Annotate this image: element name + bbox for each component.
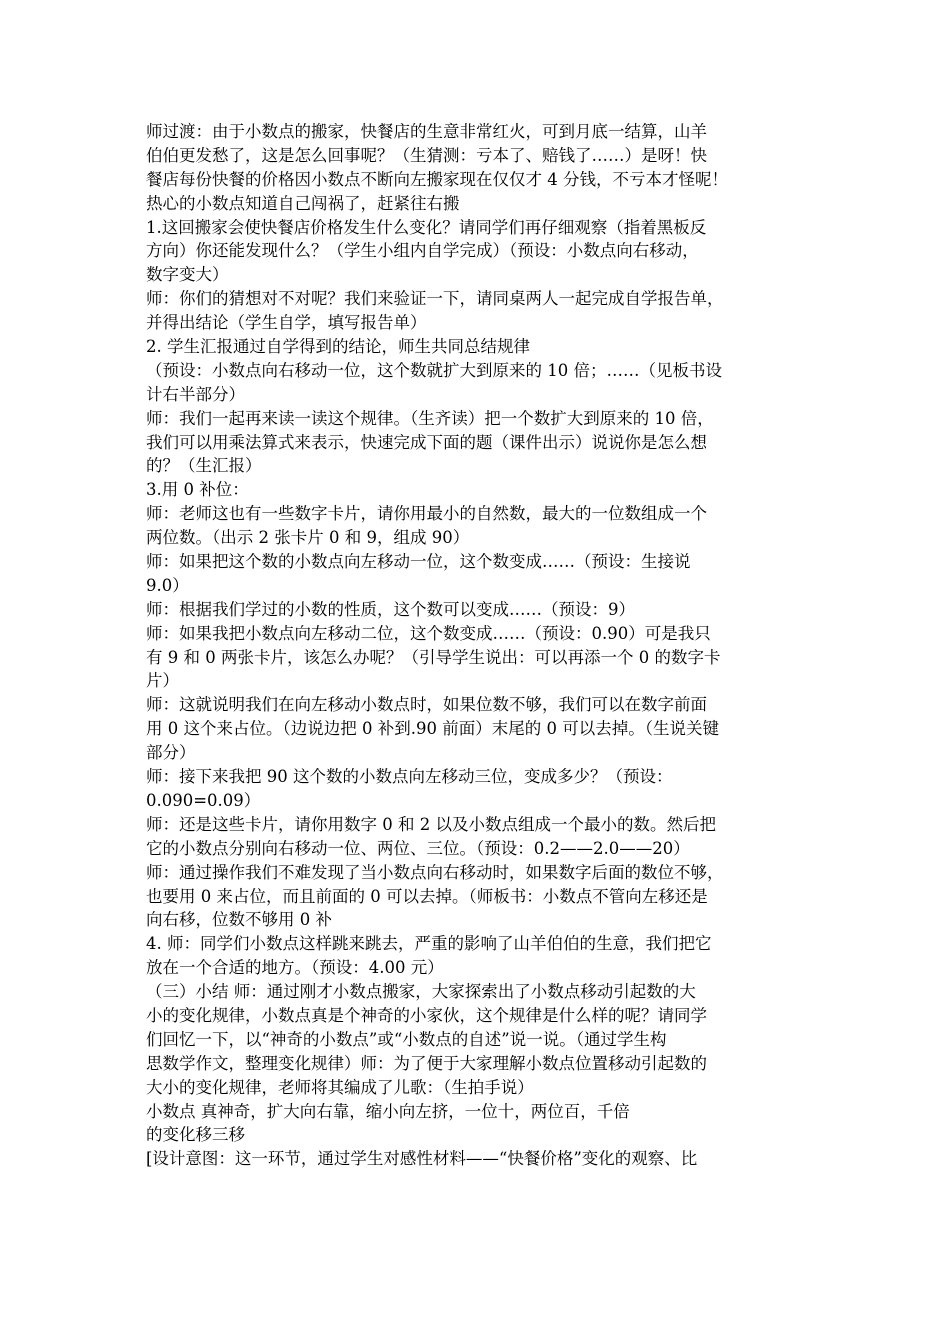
text-line: （预设：小数点向右移动一位，这个数就扩大到原来的 10 倍；……（见板书设 (146, 360, 722, 380)
text-line: 部分） (146, 743, 196, 763)
text-line: 师：还是这些卡片，请你用数字 0 和 2 以及小数点组成一个最小的数。然后把 (146, 814, 716, 834)
text-line: 我们可以用乘法算式来表示，快速完成下面的题（课件出示）说说你是怎么想 (146, 432, 707, 452)
text-line: [设计意图：这一环节，通过学生对感性材料——“快餐价格”变化的观察、比 (146, 1149, 698, 1169)
text-line: 师：根据我们学过的小数的性质，这个数可以变成……（预设：9） (146, 599, 635, 619)
text-line: 片） (146, 671, 179, 691)
document-body (146, 120, 816, 1171)
text-line: 餐店每份快餐的价格因小数点不断向左搬家现在仅仅才 4 分钱，不亏本才怪呢！ (146, 169, 728, 189)
text-line: 它的小数点分别向右移动一位、两位、三位。（预设：0.2——2.0——20） (146, 838, 690, 858)
text-line: 也要用 0 来占位，而且前面的 0 可以去掉。（师板书：小数点不管向左移还是 (146, 886, 708, 906)
text-line: 方向）你还能发现什么？（学生小组内自学完成）（预设：小数点向右移动， (146, 241, 699, 261)
text-line: 4. 师：同学们小数点这样跳来跳去，严重的影响了山羊伯伯的生意，我们把它 (146, 934, 712, 954)
text-line: 师：如果把这个数的小数点向左移动一位，这个数变成……（预设：生接说 (146, 552, 691, 572)
text-line: 数字变大） (146, 265, 229, 285)
text-line: 伯伯更发愁了，这是怎么回事呢？（生猜测：亏本了、赔钱了……）是呀！快 (146, 145, 707, 165)
text-line: 向右移，位数不够用 0 补 (146, 910, 332, 930)
text-line: 思数学作文，整理变化规律）师：为了便于大家理解小数点位置移动引起数的 (146, 1053, 707, 1073)
text-line: 师过渡：由于小数点的搬家，快餐店的生意非常红火，可到月底一结算，山羊 (146, 122, 707, 141)
text-line: 的？（生汇报） (146, 456, 262, 476)
text-line: 师：通过操作我们不难发现了当小数点向右移动时，如果数字后面的数位不够， (146, 862, 724, 882)
text-line: 们回忆一下，以“神奇的小数点”或“小数点的自述”说一说。（通过学生构 (146, 1029, 667, 1049)
text-line: （三）小结 师：通过刚才小数点搬家，大家探索出了小数点移动引起数的大 (146, 982, 696, 1002)
text-line: 并得出结论（学生自学，填写报告单） (146, 313, 427, 333)
text-line: 热心的小数点知道自己闯祸了，赶紧往右搬 (146, 193, 460, 213)
text-line: 2. 学生汇报通过自学得到的结论，师生共同总结规律 (146, 337, 530, 357)
text-line: 的变化移三移 (146, 1125, 245, 1145)
text-line: 师：这就说明我们在向左移动小数点时，如果位数不够，我们可以在数字前面 (146, 695, 707, 715)
text-line: 有 9 和 0 两张卡片，该怎么办呢？（引导学生说出：可以再添一个 0 的数字卡 (146, 647, 721, 667)
text-line: 小数点 真神奇，扩大向右靠，缩小向左挤，一位十，两位百，千倍 (146, 1101, 630, 1121)
text-line: 0.090=0.09） (146, 790, 261, 810)
text-line: 小的变化规律，小数点真是个神奇的小家伙，这个规律是什么样的呢？请同学 (146, 1005, 707, 1025)
text-line: 放在一个合适的地方。（预设：4.00 元） (146, 958, 444, 978)
text-line: 师：接下来我把 90 这个数的小数点向左移动三位，变成多少？（预设： (146, 767, 673, 787)
text-line: 1.这回搬家会使快餐店价格发生什么变化？请同学们再仔细观察（指着黑板反 (146, 217, 707, 237)
text-line: 3.用 0 补位： (146, 480, 249, 500)
text-line: 师：你们的猜想对不对呢？我们来验证一下，请同桌两人一起完成自学报告单， (146, 289, 724, 309)
text-line: 两位数。（出示 2 张卡片 0 和 9，组成 90） (146, 528, 470, 548)
text-line: 9.0） (146, 575, 189, 595)
text-line: 师：老师这也有一些数字卡片，请你用最小的自然数，最大的一位数组成一个 (146, 504, 707, 524)
text-line: 用 0 这个来占位。（边说边把 0 补到.90 前面）末尾的 0 可以去掉。（生说关键 (146, 719, 719, 739)
text-line: 师：我们一起再来读一读这个规律。（生齐读）把一个数扩大到原来的 10 倍， (146, 408, 714, 428)
text-line: 计右半部分） (146, 384, 245, 404)
text-line: 师：如果我把小数点向左移动二位，这个数变成……（预设：0.90）可是我只 (146, 623, 711, 643)
text-line: 大小的变化规律，老师将其编成了儿歌：（生拍手说） (146, 1077, 534, 1097)
